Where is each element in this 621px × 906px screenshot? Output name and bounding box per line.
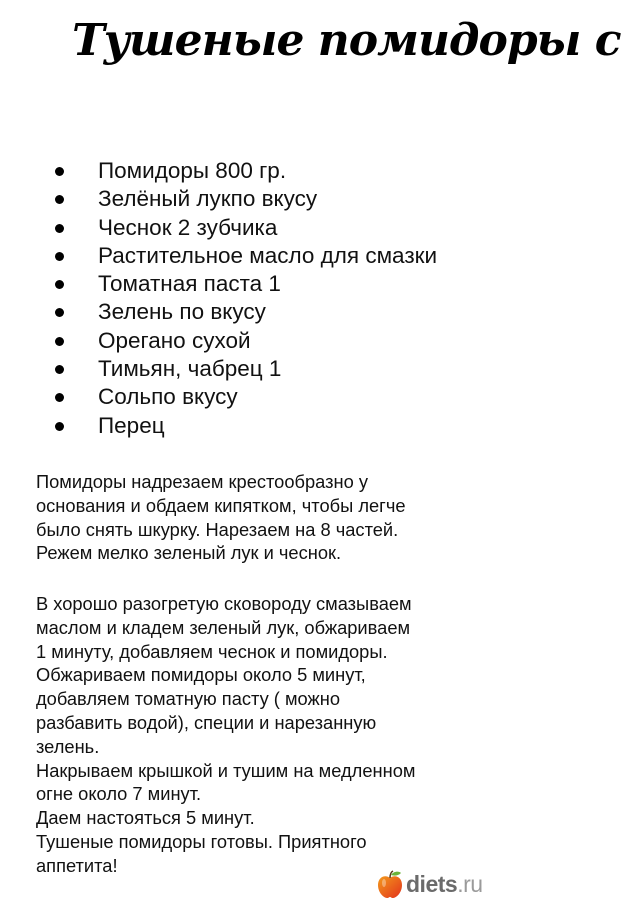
paragraph-line: зелень. — [36, 735, 100, 757]
paragraph-line: добавляем томатную пасту ( можно — [36, 688, 340, 710]
bullet-icon — [55, 280, 64, 289]
bullet-icon — [55, 422, 64, 431]
bullet-icon — [55, 337, 64, 346]
ingredient-text: Тимьян, чабрец 1 — [98, 356, 282, 382]
recipe-title: Тушеные помидоры с — [72, 15, 621, 66]
diets-watermark — [376, 867, 483, 901]
bullet-icon — [55, 308, 64, 317]
ingredient-text: Зелень по вкусу — [98, 299, 266, 325]
paragraph-line: Обжариваем помидоры около 5 минут, — [36, 664, 366, 686]
paragraph-line: Режем мелко зеленый лук и чеснок. — [36, 542, 342, 564]
paragraph-line: разбавить водой), специи и нарезанную — [36, 711, 377, 733]
ingredient-text: Сольпо вкусу — [98, 384, 238, 410]
paragraph-line: аппетита! — [36, 854, 118, 876]
paragraph-line: Накрываем крышкой и тушим на медленном — [36, 759, 416, 781]
paragraph-line: огне около 7 минут. — [36, 783, 202, 805]
ingredient-text: Растительное масло для смазки — [98, 242, 438, 268]
ingredient-text: Томатная паста 1 — [98, 271, 281, 297]
ingredient-text: Чеснок 2 зубчика — [98, 214, 278, 240]
apple-logo-icon — [376, 869, 404, 899]
paragraph-line: маслом и кладем зеленый лук, обжариваем — [36, 616, 411, 638]
cooking-paragraph — [36, 592, 496, 878]
paragraph-line: основания и обдаем кипятком, чтобы легче — [36, 494, 406, 516]
paragraph-line: В хорошо разогретую сковороду смазываем — [36, 593, 412, 614]
bullet-icon — [55, 365, 64, 374]
paragraph-line: Даем настояться 5 минут. — [36, 807, 255, 829]
ingredient-text: Зелёный лукпо вкусу — [98, 186, 318, 212]
paragraph-line: Тушеные помидоры готовы. Приятного — [36, 830, 367, 852]
ingredient-text: Помидоры 800 гр. — [98, 158, 287, 183]
bullet-icon — [55, 252, 64, 261]
bullet-icon — [55, 224, 64, 233]
ingredient-text: Орегано сухой — [98, 327, 251, 353]
bullet-icon — [55, 393, 64, 402]
ingredient-text: Перец — [98, 412, 165, 438]
paragraph-line: было снять шкурку. Нарезаем на 8 частей. — [36, 518, 399, 540]
bullet-icon — [55, 195, 64, 204]
watermark-text: diets.ru — [406, 870, 483, 897]
preparation-paragraph — [36, 470, 496, 565]
paragraph-line: 1 минуту, добавляем чеснок и помидоры. — [36, 640, 388, 662]
paragraph-line: Помидоры надрезаем крестообразно у — [36, 471, 368, 492]
bullet-icon — [55, 167, 64, 176]
